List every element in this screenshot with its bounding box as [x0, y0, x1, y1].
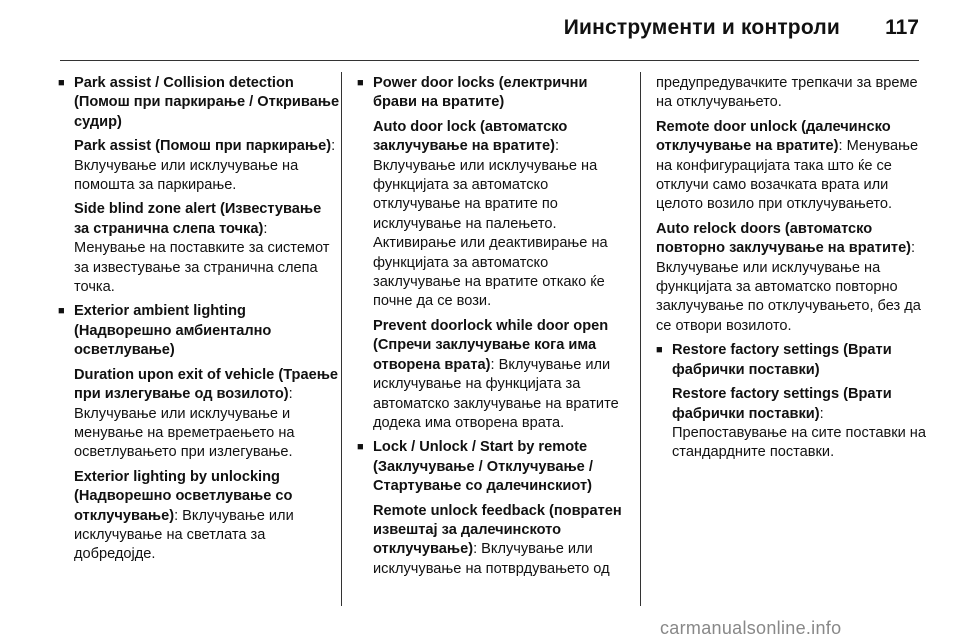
bullet-icon: ■ — [58, 77, 65, 89]
section-heading: Park assist / Collision detection (Помош при паркирање / Откривање судир) — [74, 75, 340, 130]
section-heading: Exterior ambient lighting (Надворешно амбиентално осветлување) — [74, 303, 272, 359]
setting-entry — [656, 220, 926, 336]
setting-term: Park assist (Помош при паркирање) — [74, 138, 332, 155]
setting-description: : Вклучување или исклучување на светлата за добредојде. — [74, 507, 294, 563]
setting-description: : Вклучување или исклучување и менување на времетраењето на осветлувањето при излегување. — [74, 386, 295, 461]
bullet-icon: ■ — [656, 344, 663, 357]
setting-term: Restore factory settings (Врати фабрички поставки) — [672, 386, 892, 422]
setting-entry — [656, 118, 926, 215]
setting-description: : Менување на поставките за системот за известување за странична слепа точка. — [74, 220, 330, 296]
setting-entry — [74, 366, 340, 463]
column-2 — [357, 74, 631, 584]
section-restore-factory — [656, 341, 926, 462]
section-park-assist — [58, 74, 340, 297]
setting-term: Prevent doorlock while door open (Спречи заклучување кога има отворена врата) — [373, 317, 609, 373]
column-3 — [656, 74, 926, 468]
setting-entry — [74, 200, 340, 297]
setting-description: : Препоставување на сите поставки на стандардните поставки. — [672, 405, 926, 461]
section-heading: Power door locks (електрични брави на вратите) — [373, 75, 588, 111]
setting-description: : Менување на конфигурацијата така што ќе се отклучи само возачката врата или целото возило при отклучувањето. — [656, 138, 919, 213]
section-power-door-locks — [357, 74, 631, 433]
setting-entry — [74, 137, 340, 195]
setting-term: Auto door lock (автоматско заклучување на вратите) — [373, 118, 568, 155]
section-remote — [357, 438, 631, 579]
bullet-icon: ■ — [357, 441, 364, 454]
section-heading: Restore factory settings (Врати фабрички поставки) — [672, 342, 892, 378]
column-1 — [58, 74, 340, 570]
section-continued — [656, 74, 926, 336]
setting-term: Exterior lighting by unlocking (Надворешно осветлување со отклучување) — [74, 468, 293, 524]
section-exterior-lighting — [58, 302, 340, 564]
header-rule — [60, 60, 919, 61]
bullet-icon: ■ — [357, 77, 364, 89]
setting-entry — [373, 118, 631, 312]
setting-description: : Вклучување или исклучување на функцијата за автоматско отклучување на вратите по исклучување на палењето. Активирање или деактивирање на функцијата за автоматско заклучување на вратите откако ќе почне да се вози. — [373, 138, 608, 310]
setting-entry — [373, 502, 631, 580]
column-divider-2 — [640, 72, 641, 606]
setting-term: Auto relock doors (автоматско повторно заклучување на вратите) — [656, 220, 912, 257]
continued-text: предупредувачките трепкачи за време на отклучувањето. — [656, 75, 918, 111]
page-title: Иинструменти и контроли — [563, 16, 840, 39]
setting-entry — [672, 385, 926, 463]
column-divider-1 — [341, 72, 342, 606]
watermark: carmanualsonline.info — [660, 618, 842, 638]
setting-description: : Вклучување или исклучување на помошта за паркирање. — [74, 138, 336, 194]
setting-entry — [74, 468, 340, 565]
setting-term: Side blind zone alert (Известување за странична слепа точка) — [74, 201, 322, 237]
section-heading: Lock / Unlock / Start by remote (Заклучување / Отклучување / Стартување со далечинскиот) — [373, 439, 593, 495]
setting-description: : Вклучување или исклучување на потврдувањето од — [373, 541, 610, 577]
setting-description: : Вклучување или исклучување на функцијата за автоматско повторно заклучување по отклучувањето, без да се отвори возилото. — [656, 240, 921, 334]
setting-term: Duration upon exit of vehicle (Траење при излегување од возилото) — [74, 366, 339, 403]
setting-term: Remote unlock feedback (повратен извештај за далечинското отклучување) — [373, 502, 622, 558]
bullet-icon: ■ — [58, 305, 65, 318]
page-number: 117 — [885, 16, 919, 39]
setting-description: : Вклучување или исклучување на функцијата за автоматско заклучување на вратите додека има отворена врата. — [373, 356, 619, 431]
setting-entry — [373, 317, 631, 433]
setting-term: Remote door unlock (далечинско отклучување на вратите) — [656, 118, 891, 155]
